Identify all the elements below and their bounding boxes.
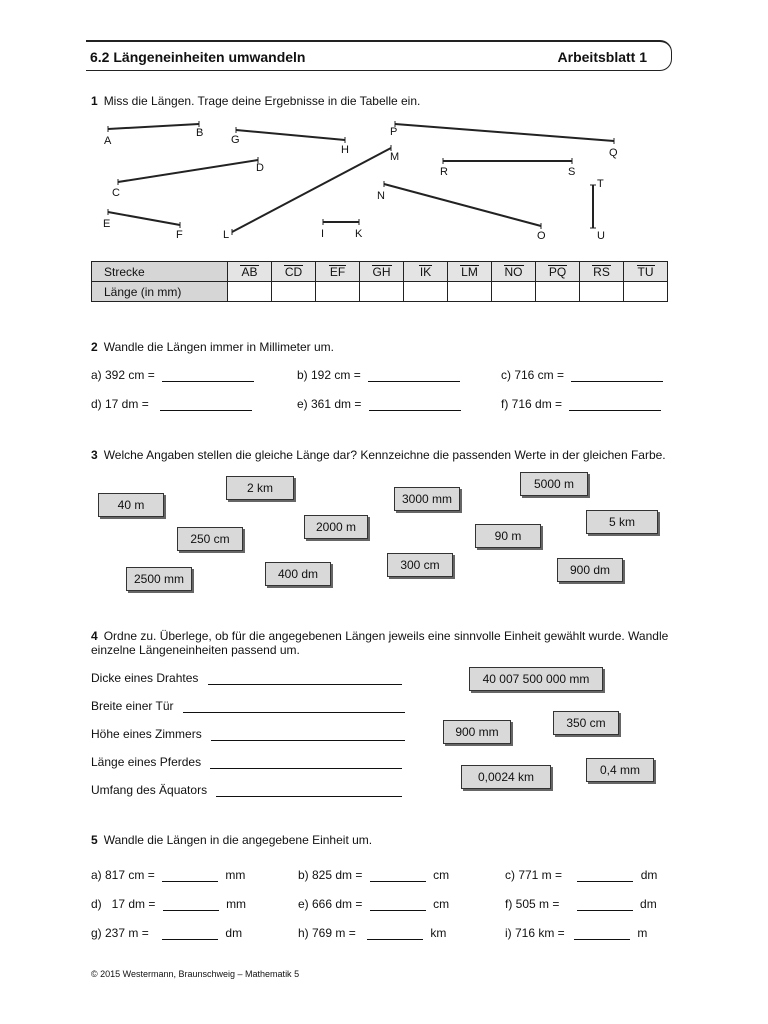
point-label: S — [568, 166, 576, 178]
point-label: O — [537, 230, 546, 242]
point-label: C — [112, 187, 120, 199]
point-label: K — [355, 228, 363, 240]
answer-blank[interactable] — [574, 939, 630, 940]
answer-cell[interactable] — [624, 282, 668, 302]
answer-blank[interactable] — [571, 381, 663, 382]
value-card[interactable]: 0,0024 km — [461, 765, 551, 789]
answer-cell[interactable] — [316, 282, 360, 302]
table-row — [92, 262, 668, 282]
point-label: U — [597, 230, 605, 242]
answer-blank[interactable] — [367, 939, 423, 940]
segment-ef — [108, 212, 180, 225]
point-label: L — [223, 229, 230, 241]
answer-blank[interactable] — [162, 381, 254, 382]
value-card[interactable]: 2 km — [226, 476, 294, 500]
task3-instruction: 3 Welche Angaben stellen die gleiche Länge dar? Kennzeichne die passenden Werte in der gleichen Farbe. — [91, 448, 666, 462]
exercise-item: e) 361 dm = — [297, 397, 461, 411]
value-card[interactable]: 40 007 500 000 mm — [469, 667, 603, 691]
exercise-item: Umfang des Äquators — [91, 783, 402, 797]
answer-blank[interactable] — [160, 410, 252, 411]
exercise-item: f) 505 m = dm — [505, 897, 657, 911]
point-label: T — [597, 178, 604, 190]
point-label: N — [377, 190, 385, 202]
point-label: D — [256, 162, 264, 174]
answer-blank[interactable] — [162, 881, 218, 882]
point-label: R — [440, 166, 448, 178]
value-card[interactable]: 0,4 mm — [586, 758, 654, 782]
task2-instruction: 2 Wandle die Längen immer in Millimeter um. — [91, 340, 334, 354]
exercise-item: Höhe eines Zimmers — [91, 727, 405, 741]
point-label: P — [390, 126, 398, 138]
answer-blank[interactable] — [577, 881, 633, 882]
exercise-item: a) 392 cm = — [91, 368, 254, 382]
exercise-item: c) 771 m = dm — [505, 868, 658, 882]
answer-blank[interactable] — [210, 768, 402, 769]
value-card[interactable]: 900 mm — [443, 720, 511, 744]
segment-ab — [108, 124, 199, 129]
value-card[interactable]: 2000 m — [304, 515, 368, 539]
answer-blank[interactable] — [163, 910, 219, 911]
exercise-item: Dicke eines Drahtes — [91, 671, 402, 685]
exercise-item: g) 237 m = dm — [91, 926, 243, 940]
answer-cell[interactable] — [492, 282, 536, 302]
row-label-laenge: Länge (in mm) — [92, 282, 228, 302]
exercise-item: b) 192 cm = — [297, 368, 460, 382]
value-card[interactable]: 2500 mm — [126, 567, 192, 591]
answer-blank[interactable] — [369, 410, 461, 411]
exercise-item: e) 666 dm = cm — [298, 897, 450, 911]
answer-cell[interactable] — [272, 282, 316, 302]
measurement-table — [91, 261, 668, 302]
answer-blank[interactable] — [162, 939, 218, 940]
sheet-label: Arbeitsblatt 1 — [557, 49, 647, 65]
value-card[interactable]: 350 cm — [553, 711, 619, 735]
point-label: B — [196, 127, 204, 139]
exercise-item: Breite einer Tür — [91, 699, 405, 713]
point-label: I — [321, 228, 325, 240]
point-label: Q — [609, 147, 618, 159]
segment-header: IK — [404, 262, 448, 282]
exercise-item: a) 817 cm = mm — [91, 868, 246, 882]
segment-header: RS — [580, 262, 624, 282]
value-card[interactable]: 3000 mm — [394, 487, 460, 511]
segment-header: NO — [492, 262, 536, 282]
exercise-item: i) 716 km = m — [505, 926, 648, 940]
task4-instruction: 4 Ordne zu. Überlege, ob für die angegebenen Längen jeweils eine sinnvolle Einheit gewählt wurde. Wandle einzelne Längeneinheiten passend um. — [91, 629, 669, 657]
answer-blank[interactable] — [370, 910, 426, 911]
point-label: H — [341, 144, 349, 156]
answer-blank[interactable] — [211, 740, 405, 741]
table-row — [92, 282, 668, 302]
value-card[interactable]: 900 dm — [557, 558, 623, 582]
answer-blank[interactable] — [569, 410, 661, 411]
answer-cell[interactable] — [228, 282, 272, 302]
task1-instruction: 1 Miss die Längen. Trage deine Ergebnisse in die Tabelle ein. — [91, 94, 421, 108]
task5-instruction: 5 Wandle die Längen in die angegebene Einheit um. — [91, 833, 373, 847]
answer-blank[interactable] — [577, 910, 633, 911]
value-card[interactable]: 300 cm — [387, 553, 453, 577]
exercise-item: b) 825 dm = cm — [298, 868, 450, 882]
segment-cd — [118, 160, 258, 182]
copyright-footer: © 2015 Westermann, Braunschweig – Mathematik 5 — [91, 969, 300, 979]
segment-header: LM — [448, 262, 492, 282]
segment-no — [384, 184, 541, 226]
exercise-item: d) 17 dm = — [91, 397, 252, 411]
answer-blank[interactable] — [368, 381, 460, 382]
value-card[interactable]: 40 m — [98, 493, 164, 517]
point-label: F — [176, 229, 183, 241]
exercise-item: h) 769 m = km — [298, 926, 447, 940]
answer-blank[interactable] — [208, 684, 402, 685]
exercise-item: c) 716 cm = — [501, 368, 663, 382]
answer-cell[interactable] — [448, 282, 492, 302]
exercise-item: f) 716 dm = — [501, 397, 661, 411]
exercise-item: d) 17 dm = mm — [91, 897, 247, 911]
segment-header: EF — [316, 262, 360, 282]
exercise-item: Länge eines Pferdes — [91, 755, 402, 769]
segment-header: GH — [360, 262, 404, 282]
point-label: G — [231, 134, 240, 146]
value-card[interactable]: 5000 m — [520, 472, 588, 496]
answer-cell[interactable] — [580, 282, 624, 302]
page-title: 6.2 Längeneinheiten umwandeln — [90, 49, 306, 65]
row-label-strecke: Strecke — [92, 262, 228, 282]
answer-cell[interactable] — [536, 282, 580, 302]
point-label: M — [390, 151, 400, 163]
value-card[interactable]: 90 m — [475, 524, 541, 548]
answer-blank[interactable] — [216, 796, 402, 797]
answer-blank[interactable] — [370, 881, 426, 882]
segments-figure — [0, 0, 768, 260]
value-card[interactable]: 5 km — [586, 510, 658, 534]
answer-cell[interactable] — [404, 282, 448, 302]
point-label: E — [103, 218, 111, 230]
answer-blank[interactable] — [183, 712, 405, 713]
value-card[interactable]: 250 cm — [177, 527, 243, 551]
point-label: A — [104, 135, 112, 147]
answer-cell[interactable] — [360, 282, 404, 302]
segment-header: AB — [228, 262, 272, 282]
segment-gh — [236, 130, 345, 140]
value-card[interactable]: 400 dm — [265, 562, 331, 586]
segment-header: CD — [272, 262, 316, 282]
segment-header: TU — [624, 262, 668, 282]
segment-header: PQ — [536, 262, 580, 282]
segment-pq — [395, 124, 614, 141]
